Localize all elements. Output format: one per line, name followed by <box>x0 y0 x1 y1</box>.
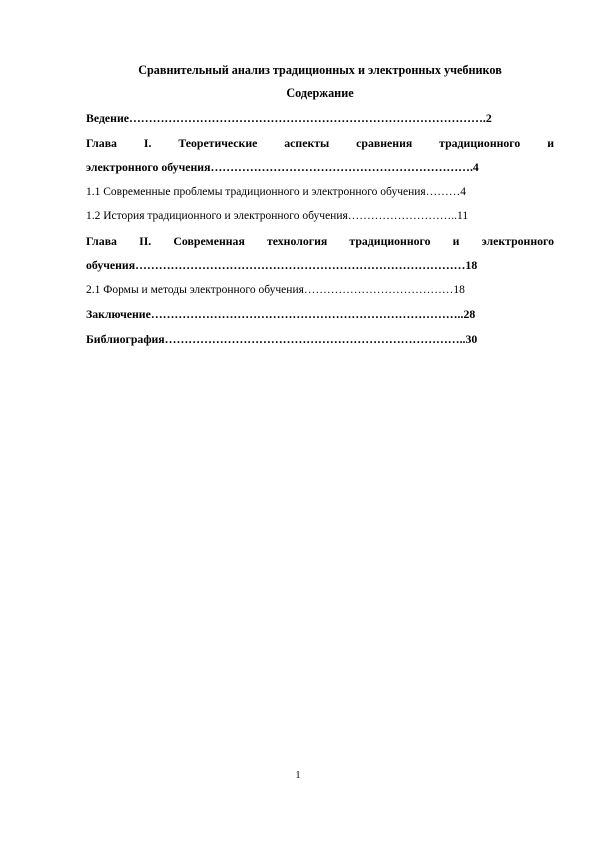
table-of-contents <box>86 106 554 351</box>
toc-entry-chapter-2-line-2[interactable]: обучения…………………………………………………………………………18 <box>86 258 478 272</box>
toc-heading: Содержание <box>286 86 354 100</box>
toc-entry-chapter-1-line-2[interactable]: электронного обучения………………………………………………………….4 <box>86 160 479 174</box>
toc-entry-section-1-2[interactable]: 1.2 История традиционного и электронного обучения………………………..11 <box>86 210 469 222</box>
toc-entry-chapter-2-line-1[interactable]: Глава II. Современная технология традиционного и электронного <box>86 233 554 248</box>
toc-entry-chapter-1-line-1[interactable]: Глава I. Теоретические аспекты сравнения традиционного и <box>86 135 554 150</box>
page-number: 1 <box>295 770 301 781</box>
toc-entry-introduction[interactable]: Ведение……………………………………………………………………………….2 <box>86 111 492 125</box>
toc-entry-conclusion[interactable]: Заключение……………………………………………………………………..28 <box>86 307 476 321</box>
toc-entry-bibliography[interactable]: Библиография…………………………………………………………………..30 <box>86 331 478 346</box>
toc-entry-section-2-1[interactable]: 2.1 Формы и методы электронного обучения…………………………………18 <box>86 283 465 296</box>
document-content <box>86 62 554 351</box>
document-title: Сравнительный анализ традиционных и электронных учебников <box>138 63 502 77</box>
toc-entry-section-1-1[interactable]: 1.1 Современные проблемы традиционного и электронного обучения………4 <box>86 185 466 198</box>
